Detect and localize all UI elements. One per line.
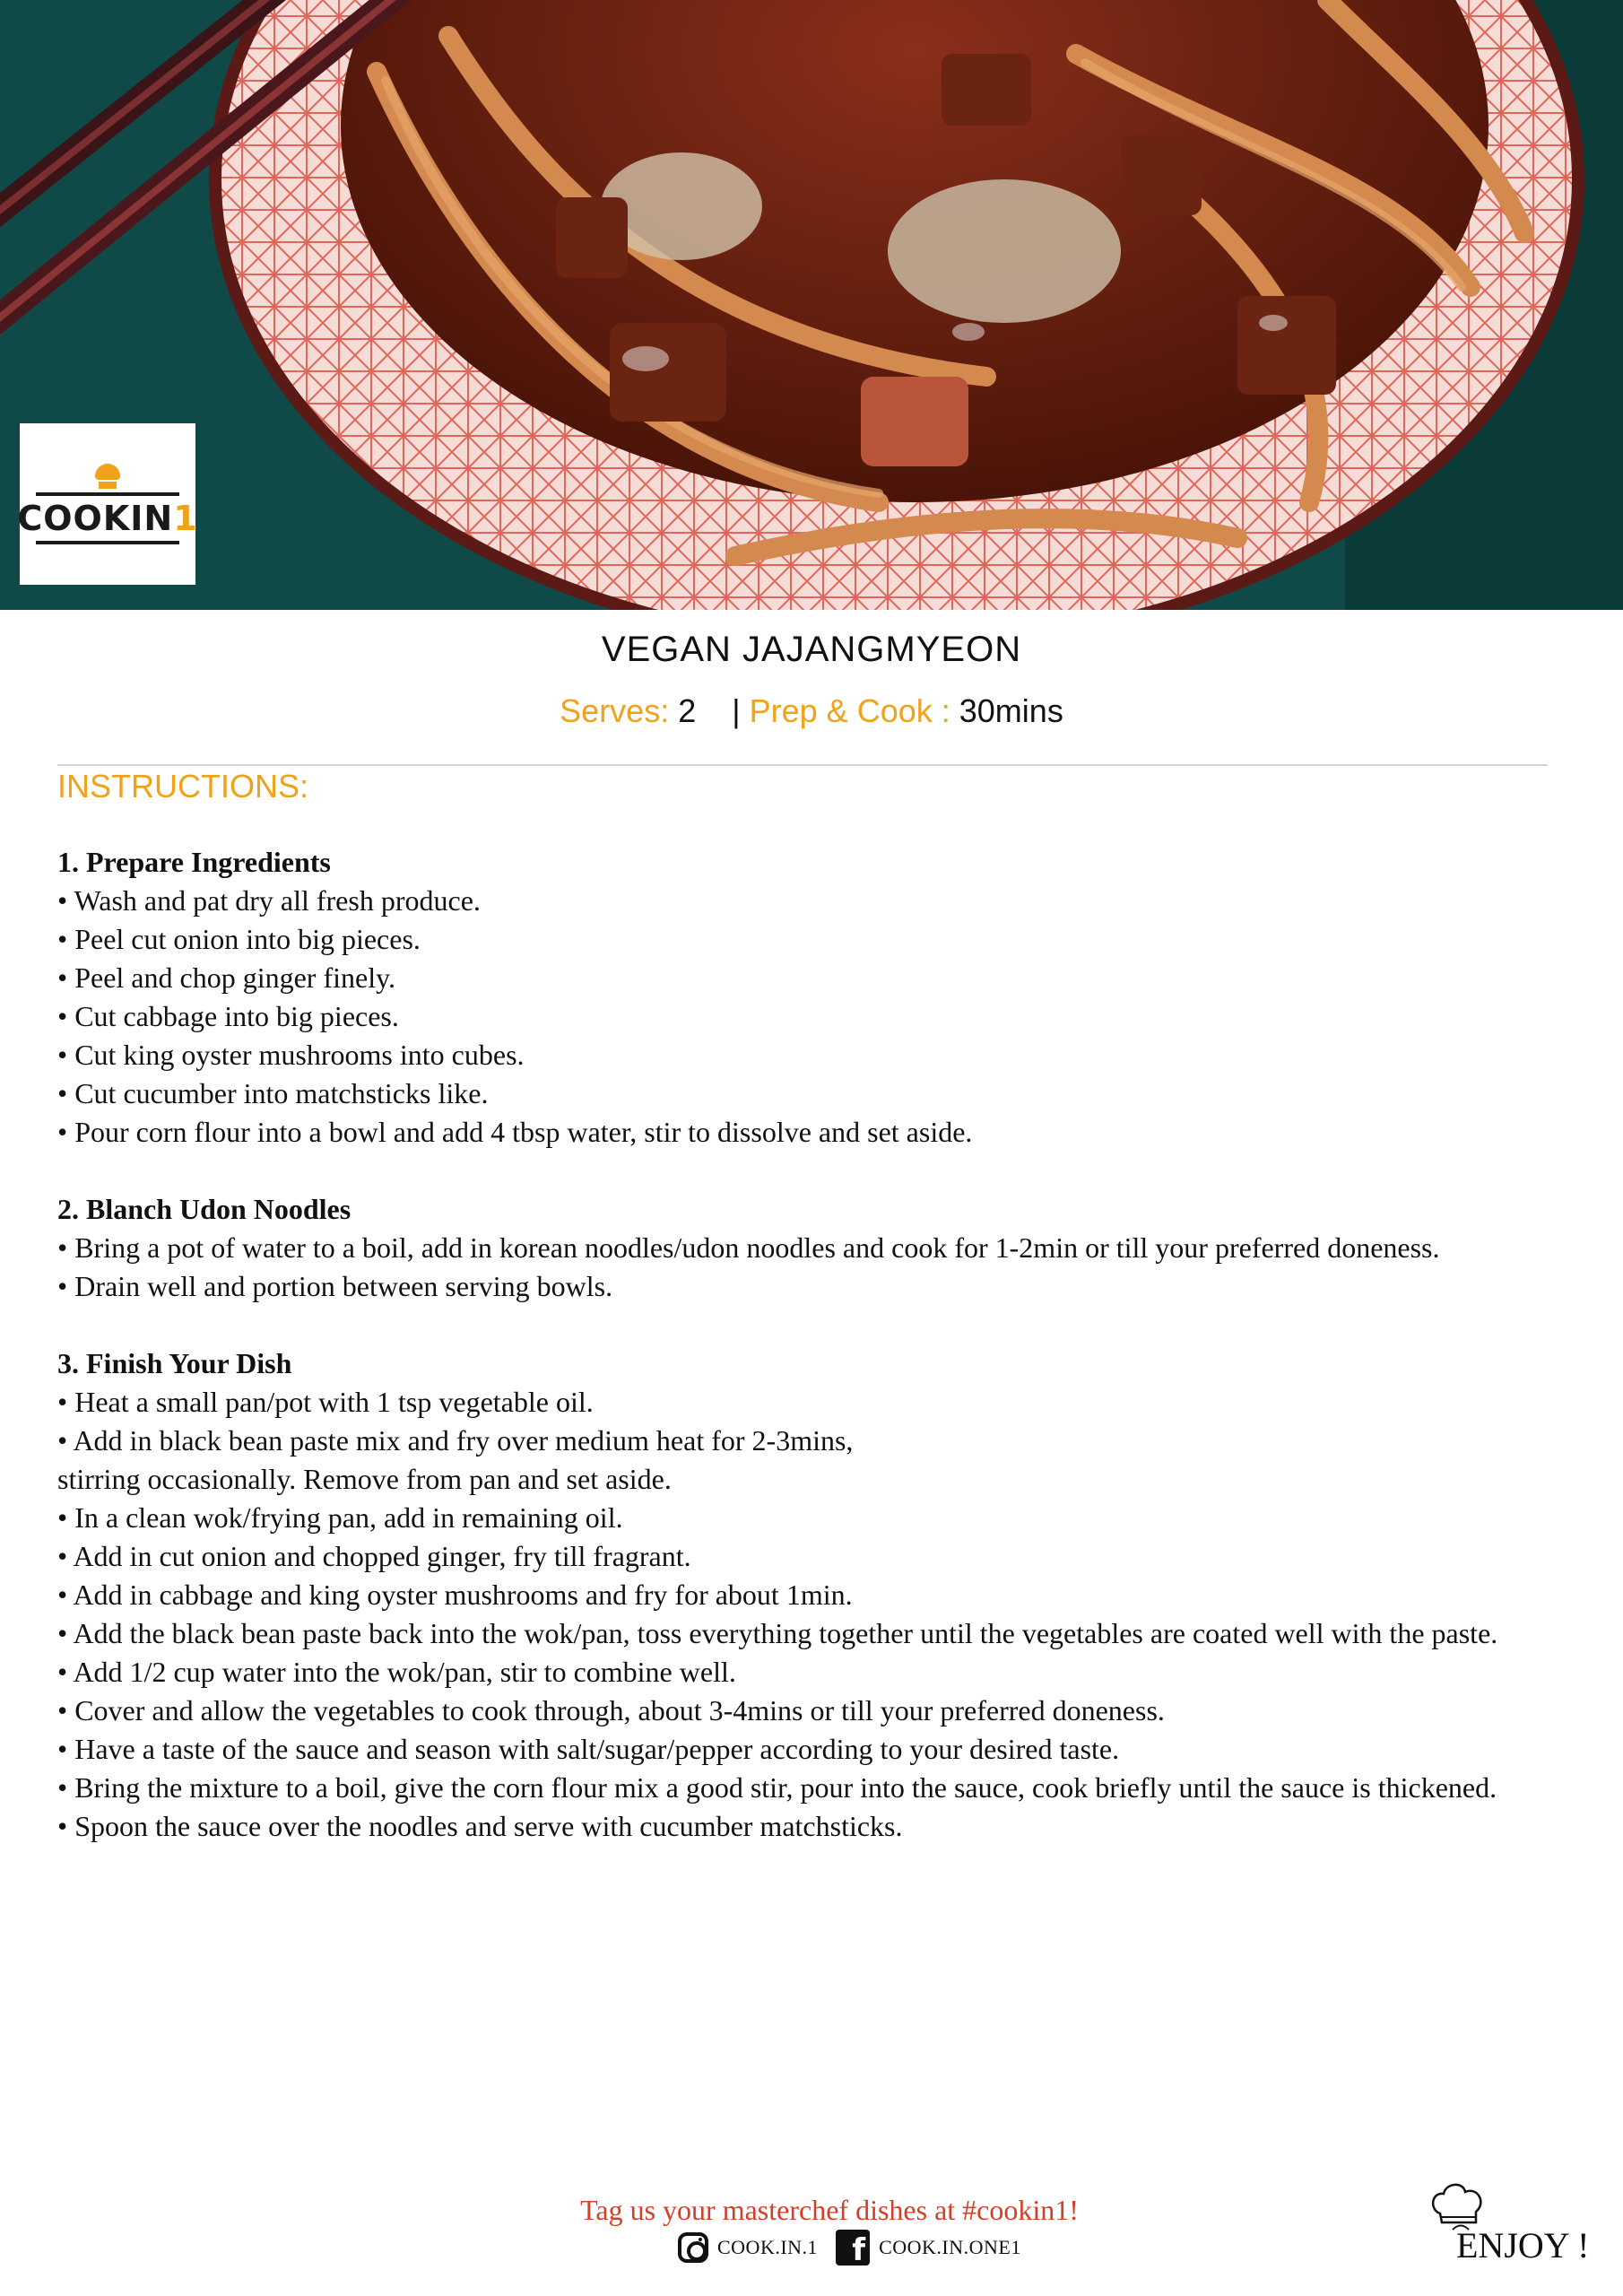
footer-tagline: Tag us your masterchef dishes at #cookin1! — [580, 2194, 1079, 2226]
prep-cook-value: 30mins — [959, 692, 1063, 729]
enjoy-signoff — [1424, 2174, 1603, 2273]
cookin1-logo — [17, 423, 198, 585]
instruction-step: • Bring a pot of water to a boil, add in korean noodles/udon noodles and cook for 1-2min or till your preferred doneness. — [57, 1231, 1440, 1264]
prep-cook-label: Prep & Cook : — [749, 692, 950, 729]
serves-value: 2 — [678, 692, 697, 729]
section-title: 1. Prepare Ingredients — [57, 846, 331, 878]
header-divider — [57, 764, 1548, 766]
facebook-link[interactable] — [836, 2230, 1021, 2266]
logo-word-accent: 1 — [173, 499, 198, 538]
instruction-step: • Peel and chop ginger finely. — [57, 961, 396, 994]
instruction-section — [57, 843, 1564, 1152]
instruction-step: • Add 1/2 cup water into the wok/pan, stir to combine well. — [57, 1656, 736, 1688]
instruction-step: • Spoon the sauce over the noodles and serve with cucumber matchsticks. — [57, 1810, 903, 1842]
recipe-title: VEGAN JAJANGMYEON — [601, 630, 1022, 669]
facebook-handle: COOK.IN.ONE1 — [879, 2236, 1021, 2258]
instruction-step: • Cut cabbage into big pieces. — [57, 1000, 399, 1032]
serves-label: Serves: — [560, 692, 670, 729]
instruction-section — [57, 1190, 1564, 1306]
hero-photo — [0, 0, 1623, 610]
instruction-step: • Add the black bean paste back into the wok/pan, toss everything together until the vegetables are coated well with the paste. — [57, 1617, 1498, 1649]
logo-top-bar — [36, 492, 179, 496]
instruction-step: • Add in black bean paste mix and fry over medium heat for 2-3mins, — [57, 1424, 854, 1457]
instruction-step: • Bring the mixture to a boil, give the corn flour mix a good stir, pour into the sauce, cook briefly until the sauce is thickened. — [57, 1771, 1497, 1804]
instruction-step: • Cut king oyster mushrooms into cubes. — [57, 1039, 525, 1071]
instruction-step: • Cover and allow the vegetables to cook through, about 3-4mins or till your preferred doneness. — [57, 1694, 1165, 1726]
instruction-step: • Drain well and portion between serving bowls. — [57, 1270, 613, 1302]
instagram-handle: COOK.IN.1 — [717, 2236, 819, 2258]
facebook-icon: f — [836, 2230, 870, 2266]
instruction-step: stirring occasionally. Remove from pan and set aside. — [57, 1463, 672, 1495]
enjoy-text: ENJOY ! — [1456, 2225, 1590, 2266]
logo-bottom-bar — [36, 541, 179, 544]
instruction-section — [57, 1344, 1564, 1846]
instruction-step: • Add in cabbage and king oyster mushrooms and fry for about 1min. — [57, 1578, 853, 1611]
social-links — [678, 2230, 1039, 2266]
instruction-step: • Cut cucumber into matchsticks like. — [57, 1077, 489, 1109]
instagram-link[interactable] — [678, 2232, 818, 2263]
instruction-step: • Heat a small pan/pot with 1 tsp vegetable oil. — [57, 1386, 594, 1418]
instruction-step: • Have a taste of the sauce and season with salt/sugar/pepper according to your desired taste. — [57, 1733, 1120, 1765]
instructions-body — [57, 843, 1564, 1884]
logo-wordmark — [17, 499, 198, 538]
instruction-step: • Pour corn flour into a bowl and add 4 tbsp water, stir to dissolve and set aside. — [57, 1116, 973, 1148]
instruction-step: • Peel cut onion into big pieces. — [57, 923, 421, 955]
instruction-step: • Add in cut onion and chopped ginger, fry till fragrant. — [57, 1540, 691, 1572]
logo-word-main: COOKIN — [17, 499, 174, 538]
section-title: 3. Finish Your Dish — [57, 1347, 292, 1379]
section-title: 2. Blanch Udon Noodles — [57, 1193, 352, 1225]
noodle-bowl-illustration — [0, 0, 1623, 610]
instructions-heading: INSTRUCTIONS: — [57, 768, 309, 804]
instruction-step: • Wash and pat dry all fresh produce. — [57, 884, 481, 917]
meta-separator: | — [732, 692, 741, 729]
instagram-icon — [678, 2232, 708, 2263]
instruction-step: • In a clean wok/frying pan, add in remaining oil. — [57, 1501, 623, 1534]
logo-chef-hat-icon — [90, 464, 126, 491]
recipe-meta — [0, 692, 1623, 730]
